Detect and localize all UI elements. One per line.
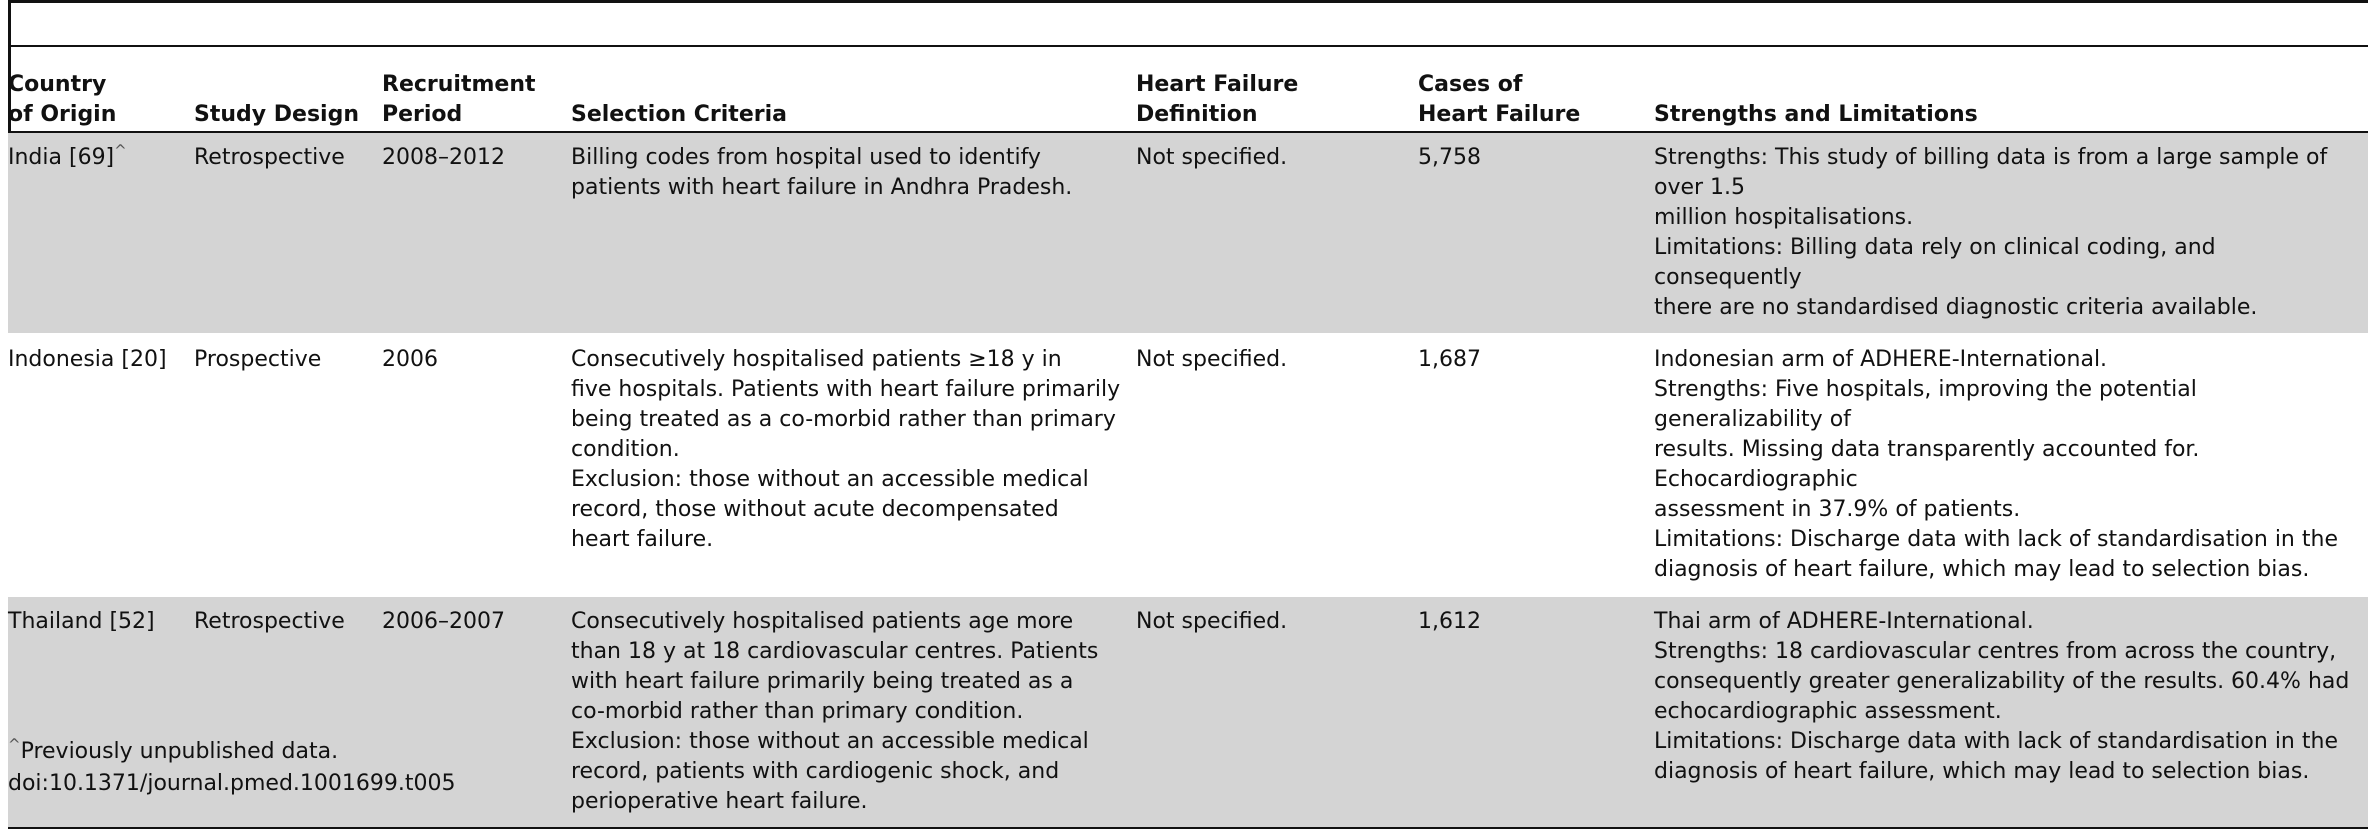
footnote-mark: ^ [114,141,127,160]
header-study-design: Study Design [194,47,382,132]
cell-recruitment-period: 2008–2012 [382,132,571,334]
cell-strengths-limitations: Indonesian arm of ADHERE-International. Strengths: Five hospitals, improving the potential generalizability of results. Missing data transparently accounted for. Echocardiographic assessment in 37.9% of patients. Limitations: Discharge data with lack of standardisation in the diagnosis of heart failure, which may lead to selection bias. [1654,334,2368,596]
cell-recruitment-period: 2006–2007 [382,596,571,828]
doi-text: doi:10.1371/journal.pmed.1001699.t005 [8,771,456,796]
cell-country: Thailand [52] [8,596,194,828]
cell-selection-criteria: Billing codes from hospital used to identify patients with heart failure in Andhra Pradesh. [571,132,1136,334]
header-row [8,47,2368,132]
cell-study-design: Prospective [194,334,382,596]
cell-cases: 5,758 [1418,132,1654,334]
cell-selection-criteria: Consecutively hospitalised patients age more than 18 y at 18 cardiovascular centres. Patients with heart failure primarily being treated as a co-morbid rather than primary condition. Exclusion: those without an accessible medical record, patients with cardiogenic shock, and perioperative heart failure. [571,596,1136,828]
cell-cases: 1,612 [1418,596,1654,828]
cell-hf-definition: Not specified. [1136,132,1418,334]
cell-hf-definition: Not specified. [1136,334,1418,596]
cell-strengths-limitations: Strengths: This study of billing data is from a large sample of over 1.5 million hospitalisations. Limitations: Billing data rely on clinical coding, and consequently there are no standardised diagnostic criteria available. [1654,132,2368,334]
header-strengths-limitations: Strengths and Limitations [1654,47,2368,132]
cell-selection-criteria: Consecutively hospitalised patients ≥18 y in five hospitals. Patients with heart failure primarily being treated as a co-morbid rather than primary condition. Exclusion: those without an accessible medical record, those without acute decompensated heart failure. [571,334,1136,596]
top-rule [8,0,2368,3]
header-hf-definition: Heart Failure Definition [1136,47,1418,132]
footnote-unpublished: ^Previously unpublished data. [8,735,339,764]
cell-study-design: Retrospective [194,132,382,334]
header-country: Country of Origin [8,47,194,132]
cell-hf-definition: Not specified. [1136,596,1418,828]
heart-failure-studies-table [8,47,2368,829]
cell-recruitment-period: 2006 [382,334,571,596]
cell-country: Indonesia [20] [8,334,194,596]
cell-study-design: Retrospective [194,596,382,828]
header-recruitment-period: Recruitment Period [382,47,571,132]
table-row [8,132,2368,334]
footnote-mark: ^ [8,735,21,754]
cell-cases: 1,687 [1418,334,1654,596]
header-selection-criteria: Selection Criteria [571,47,1136,132]
cell-country: India [69]^ [8,132,194,334]
table-row [8,334,2368,596]
cell-strengths-limitations: Thai arm of ADHERE-International. Strengths: 18 cardiovascular centres from across the country, consequently greater generalizability of the results. 60.4% had echocardiographic assessment. Limitations: Discharge data with lack of standardisation in the diagnosis of heart failure, which may lead to selection bias. [1654,596,2368,828]
header-cases: Cases of Heart Failure [1418,47,1654,132]
